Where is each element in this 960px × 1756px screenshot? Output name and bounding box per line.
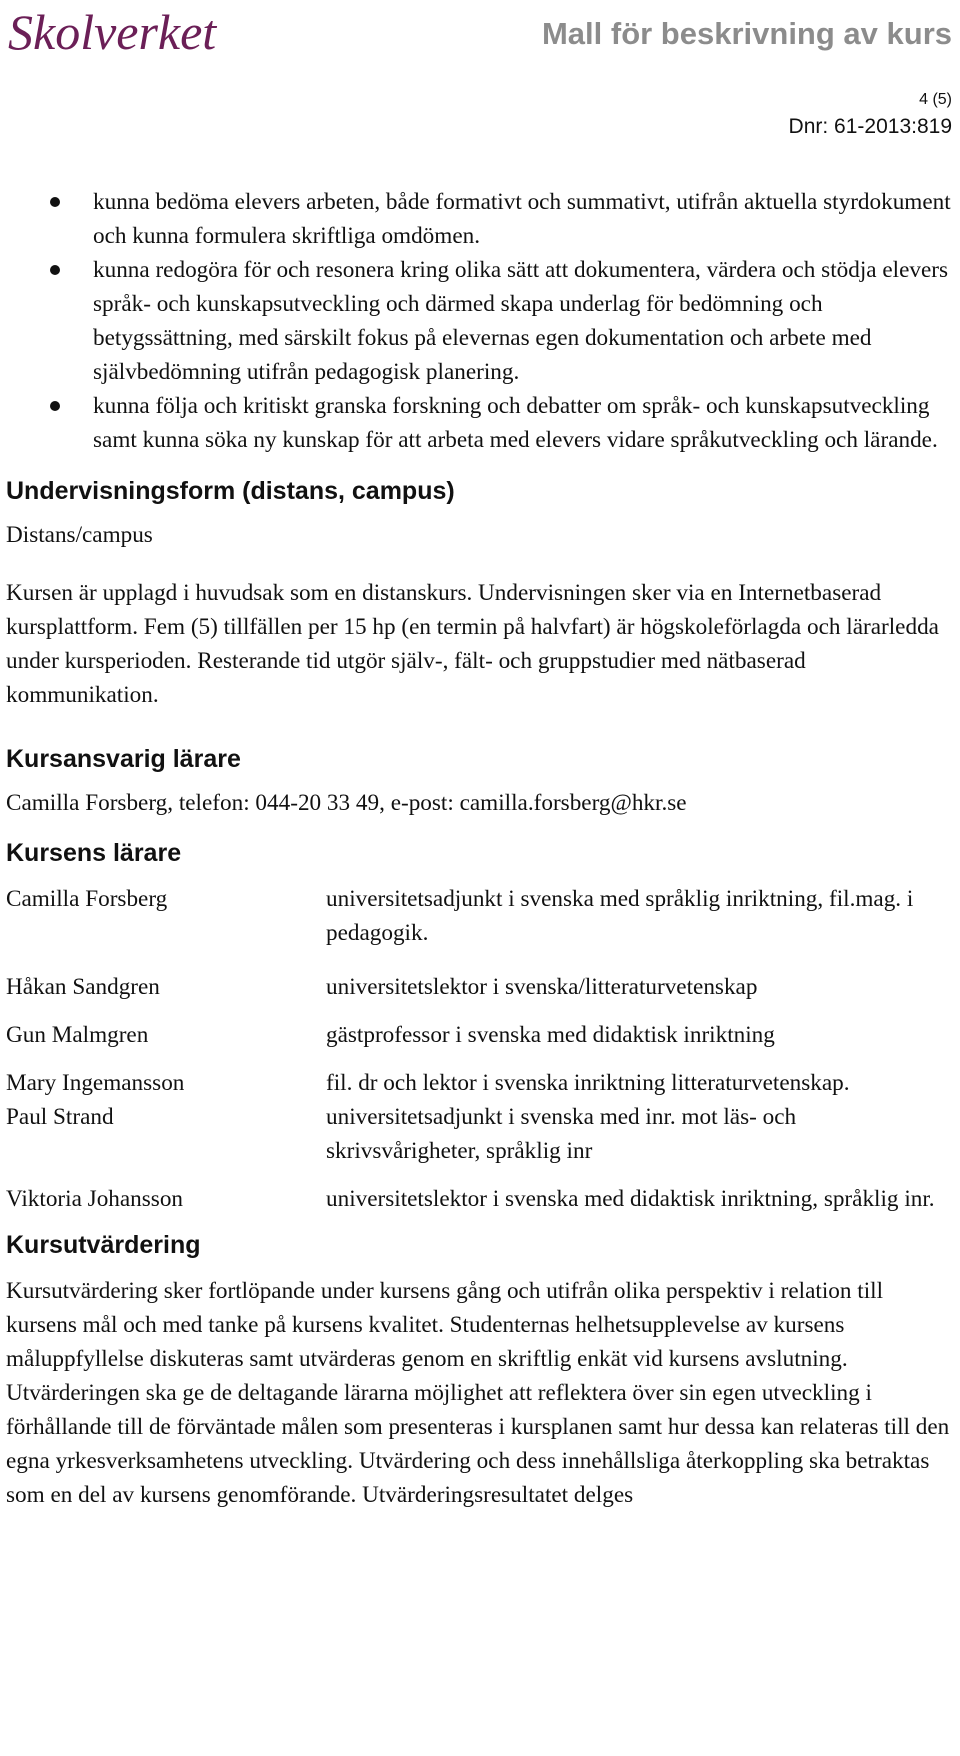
teacher-name: Mary Ingemansson — [6, 1070, 185, 1096]
table-row — [6, 882, 956, 970]
document-body — [6, 185, 956, 1512]
evaluation-text: Kursutvärdering sker fortlöpande under kursens gång och utifrån olika perspektiv i relation till kursens mål och med tanke på kursens kvalitet. Studenternas helhetsupplevelse av kursens måluppfyllelse diskuteras samt utvärderas genom en skriftlig enkät vid kursens avslutning. Utvärderingen ska ge de deltagande lärarna möjlighet att reflektera över sin egen utveckling i förhållande till de förväntade målen som presenteras i kursplanen samt hur dessa kan relateras till den egna yrkesverksamhetens utveckling. Utvärdering och dess innehållsliga återkoppling ska betraktas som en del av kursens genomförande. Utvärderingsresultatet delges — [6, 1278, 950, 1508]
teacher-title: gästprofessor i svenska med didaktisk inriktning — [326, 1022, 775, 1048]
teaching-mode: Distans/campus — [6, 522, 153, 548]
teacher-title: universitetslektor i svenska/litteraturvetenskap — [326, 974, 758, 1000]
table-row — [6, 1100, 956, 1182]
teachers-table — [6, 882, 956, 1216]
table-row — [6, 1182, 956, 1216]
list-item — [6, 185, 956, 253]
teaching-form-description: Kursen är upplagd i huvudsak som en distanskurs. Undervisningen sker via en Internetbaserad kursplattform. Fem (5) tillfällen per 15 hp (en termin på halvfart) är högskoleförlagda och lärarledda under kursperioden. Resterande tid utgör själv-, fält- och gruppstudier med nätbaserad kommunikation. — [6, 580, 939, 708]
teaching-form-heading: Undervisningsform (distans, campus) — [6, 477, 455, 505]
page-number: 4 (5) — [919, 91, 952, 108]
list-item — [6, 389, 956, 457]
bullet-icon — [50, 265, 60, 275]
teachers-heading: Kursens lärare — [6, 839, 182, 867]
teacher-title: universitetsadjunkt i svenska med språklig inriktning, fil.mag. i pedagogik. — [326, 886, 914, 946]
teacher-name: Viktoria Johansson — [6, 1186, 184, 1212]
skolverket-logo: Skolverket — [8, 4, 217, 60]
document-reference-number: Dnr: 61-2013:819 — [788, 115, 952, 138]
document-title: Mall för beskrivning av kurs — [541, 16, 952, 51]
bullet-icon — [50, 197, 60, 207]
teacher-title: universitetsadjunkt i svenska med inr. mot läs- och skrivsvårigheter, språklig inr — [326, 1104, 797, 1164]
table-row — [6, 970, 956, 1018]
objective-text: kunna bedöma elevers arbeten, både formativt och summativt, utifrån aktuella styrdokument och kunna formulera skriftliga omdömen. — [93, 189, 951, 249]
objectives-list — [6, 185, 956, 457]
teacher-name: Gun Malmgren — [6, 1022, 149, 1048]
table-row — [6, 1066, 956, 1100]
objective-text: kunna följa och kritiskt granska forskning och debatter om språk- och kunskapsutveckling samt kunna söka ny kunskap för att arbeta med elevers vidare språkutveckling och lärande. — [93, 393, 938, 453]
teacher-title: universitetslektor i svenska med didaktisk inriktning, språklig inr. — [326, 1186, 935, 1212]
teacher-name: Paul Strand — [6, 1104, 114, 1130]
evaluation-heading: Kursutvärdering — [6, 1231, 201, 1259]
responsible-teacher-heading: Kursansvarig lärare — [6, 745, 241, 773]
table-row — [6, 1018, 956, 1066]
objective-text: kunna redogöra för och resonera kring olika sätt att dokumentera, värdera och stödja elevers språk- och kunskapsutveckling och därmed skapa underlag för bedömning och betygssättning, med särskilt fokus på elevernas egen dokumentation och arbete med självbedömning utifrån pedagogisk planering. — [93, 257, 949, 385]
bullet-icon — [50, 401, 60, 411]
teacher-name: Håkan Sandgren — [6, 974, 160, 1000]
responsible-teacher-contact: Camilla Forsberg, telefon: 044-20 33 49, e-post: camilla.forsberg@hkr.se — [6, 790, 687, 816]
teacher-name: Camilla Forsberg — [6, 886, 168, 912]
list-item — [6, 253, 956, 389]
teacher-title: fil. dr och lektor i svenska inriktning litteraturvetenskap. — [326, 1070, 850, 1096]
